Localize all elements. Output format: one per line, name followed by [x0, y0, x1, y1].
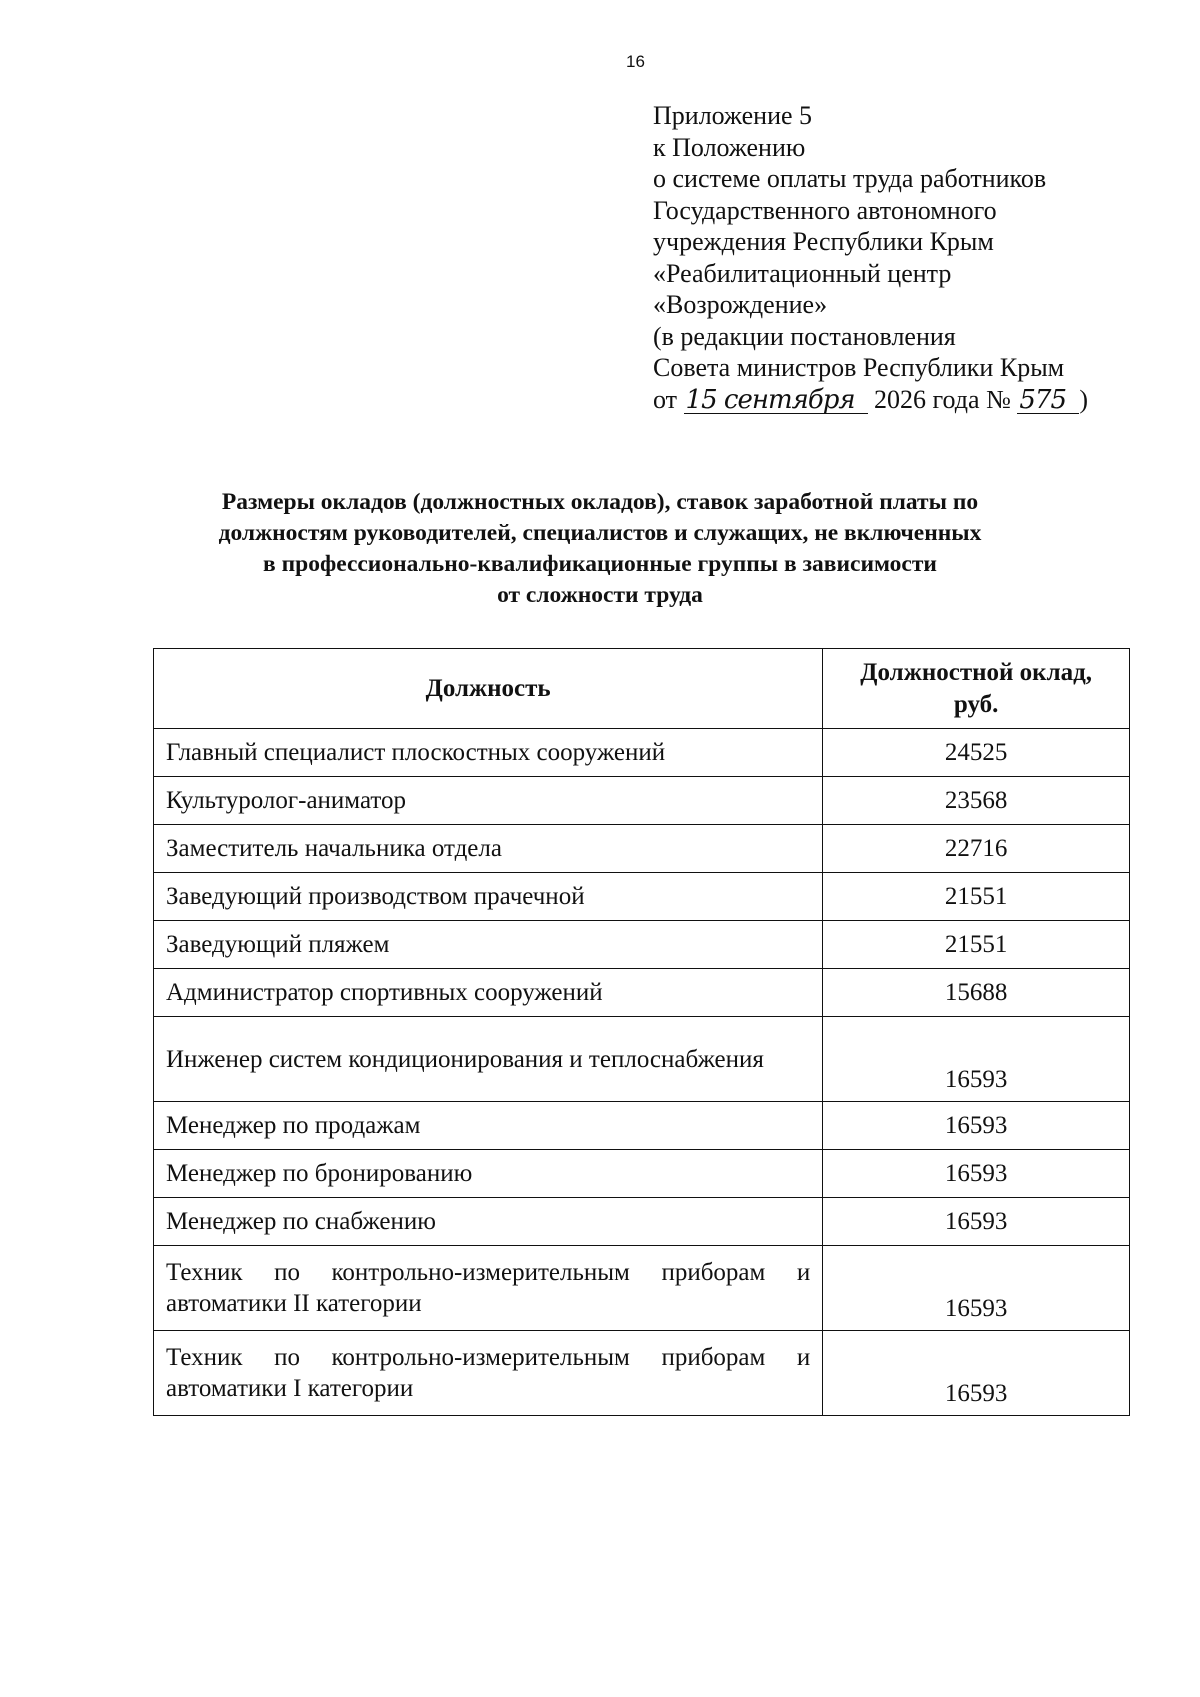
position-cell: Менеджер по бронированию — [154, 1150, 823, 1198]
position-cell: Инженер систем кондиционирования и теплоснабжения — [154, 1017, 823, 1102]
position-cell: Заведующий пляжем — [154, 921, 823, 969]
salary-cell: 16593 — [823, 1198, 1130, 1246]
salary-cell: 15688 — [823, 969, 1130, 1017]
column-header-salary: Должностной оклад, руб. — [823, 649, 1130, 729]
resolution-date-line — [653, 384, 1088, 416]
title-line: от сложности труда — [497, 582, 703, 608]
position-cell: Культуролог-аниматор — [154, 777, 823, 825]
appendix-block — [653, 100, 1088, 415]
salary-cell: 24525 — [823, 729, 1130, 777]
appendix-line: (в редакции постановления — [653, 321, 956, 351]
appendix-line: Совета министров Республики Крым — [653, 353, 1065, 382]
position-cell: Техник по контрольно-измерительным приборам и автоматики I категории — [154, 1331, 823, 1416]
appendix-line: учреждения Республики Крым — [653, 227, 994, 256]
appendix-line: «Реабилитационный центр — [653, 258, 952, 288]
document-title — [150, 487, 1050, 611]
salary-cell: 16593 — [823, 1331, 1130, 1416]
position-cell: Менеджер по снабжению — [154, 1198, 823, 1246]
table-row — [154, 1017, 1130, 1102]
table-row — [154, 777, 1130, 825]
table-row — [154, 729, 1130, 777]
salary-cell: 21551 — [823, 921, 1130, 969]
salary-cell: 21551 — [823, 873, 1130, 921]
table-row — [154, 1331, 1130, 1416]
year-text: 2026 года № — [874, 384, 1011, 414]
appendix-line: Государственного автономного — [653, 195, 997, 225]
appendix-line: «Возрождение» — [653, 290, 828, 319]
table-row — [154, 1246, 1130, 1331]
date-prefix: от — [653, 384, 678, 414]
handwritten-number: 575 — [1017, 387, 1079, 414]
position-cell: Заведующий производством прачечной — [154, 873, 823, 921]
position-cell: Менеджер по продажам — [154, 1102, 823, 1150]
table-row — [154, 921, 1130, 969]
table-header-row — [154, 649, 1130, 729]
salary-cell: 16593 — [823, 1246, 1130, 1331]
title-line: должностям руководителей, специалистов и служащих, не включенных — [218, 520, 982, 546]
page-number: 16 — [626, 52, 645, 71]
appendix-line: Приложение 5 — [653, 101, 813, 130]
title-line: Размеры окладов (должностных окладов), ставок заработной платы по — [221, 489, 979, 515]
handwritten-date: 15 сентября — [684, 387, 868, 414]
table-row — [154, 1102, 1130, 1150]
salary-cell: 22716 — [823, 825, 1130, 873]
position-cell: Техник по контрольно-измерительным приборам и автоматики II категории — [154, 1246, 823, 1331]
table-row — [154, 969, 1130, 1017]
position-cell: Главный специалист плоскостных сооружений — [154, 729, 823, 777]
salary-table — [153, 648, 1130, 1416]
column-header-position: Должность — [154, 649, 823, 729]
title-line: в профессионально-квалификационные группы в зависимости — [263, 551, 937, 577]
salary-cell: 23568 — [823, 777, 1130, 825]
salary-cell: 16593 — [823, 1150, 1130, 1198]
position-cell: Заместитель начальника отдела — [154, 825, 823, 873]
salary-cell: 16593 — [823, 1102, 1130, 1150]
closing-paren: ) — [1079, 384, 1089, 414]
appendix-line: о системе оплаты труда работников — [653, 164, 1047, 193]
position-cell: Администратор спортивных сооружений — [154, 969, 823, 1017]
appendix-line: к Положению — [653, 132, 806, 162]
table-row — [154, 1150, 1130, 1198]
table-row — [154, 873, 1130, 921]
table-row — [154, 1198, 1130, 1246]
table-row — [154, 825, 1130, 873]
salary-cell: 16593 — [823, 1017, 1130, 1102]
